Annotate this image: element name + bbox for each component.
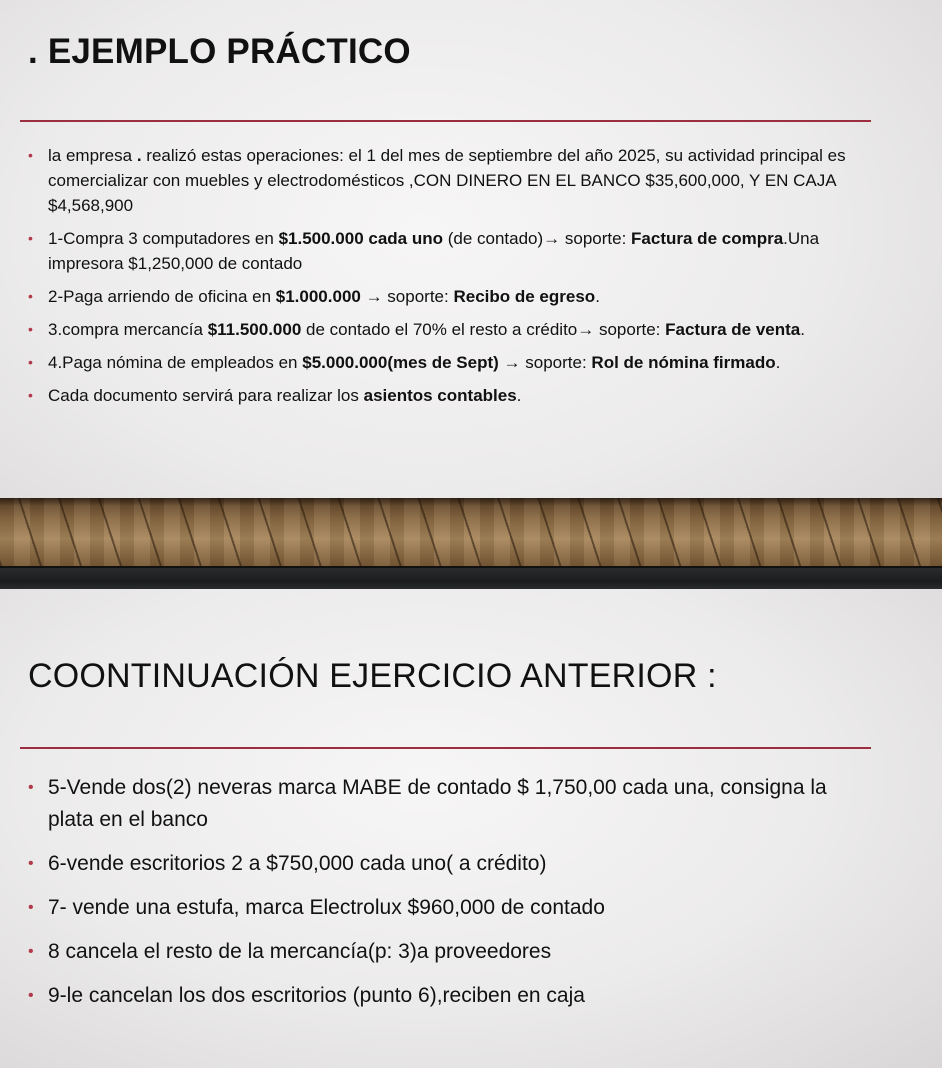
operations-list <box>28 772 860 1024</box>
bullet-icon: • <box>28 779 34 796</box>
bold-text: Rol de nómina firmado <box>591 353 776 372</box>
operations-list <box>28 143 848 416</box>
bullet-icon: • <box>28 855 34 872</box>
bullet-icon: • <box>28 899 34 916</box>
slide-separator <box>0 566 942 591</box>
slide-title: COONTINUACIÓN EJERCICIO ANTERIOR : <box>28 657 717 695</box>
bullet-icon: • <box>28 147 33 163</box>
bullet-icon: • <box>28 987 34 1004</box>
text: (de contado)→ soporte: <box>443 229 632 248</box>
slide-title: . EJEMPLO PRÁCTICO <box>28 32 411 71</box>
text: realizó estas operaciones: el 1 del mes de septiembre del año 2025, su actividad principal es comercializar con muebles y electrodomésticos ,CON DINERO EN EL BANCO $35,600,000, Y EN CAJA $4,568,900 <box>48 146 846 215</box>
list-item <box>28 848 860 880</box>
text: la empresa <box>48 146 137 165</box>
text: de contado el 70% el resto a crédito→ soporte: <box>301 320 666 339</box>
text: . <box>775 353 781 372</box>
text: Cada documento servirá para realizar los <box>48 386 364 405</box>
bold-text: $5.000.000(mes de Sept) <box>302 353 499 372</box>
bullet-icon: • <box>28 943 34 960</box>
text: 9-le cancelan los dos escritorios (punto 6),reciben en caja <box>48 984 585 1007</box>
list-item <box>28 892 860 924</box>
bullet-icon: • <box>28 387 33 403</box>
title-underline <box>20 120 871 122</box>
text: 4.Paga nómina de empleados en <box>48 353 303 372</box>
list-item <box>28 350 848 375</box>
text: . <box>800 320 805 339</box>
text: 3.compra mercancía <box>48 320 208 339</box>
text: 7- vende una estufa, marca Electrolux $960,000 de contado <box>48 896 605 919</box>
title-underline <box>20 747 871 749</box>
list-item <box>28 936 860 968</box>
list-item <box>28 226 848 276</box>
bold-text: Factura de compra <box>631 229 784 248</box>
bullet-icon: • <box>28 354 33 370</box>
list-item <box>28 772 860 836</box>
list-item <box>28 383 848 408</box>
text: 8 cancela el resto de la mercancía(p: 3)a proveedores <box>48 940 552 963</box>
bullet-icon: • <box>28 230 33 246</box>
bold-text: $1.000.000 <box>275 287 361 306</box>
text: . <box>595 287 600 306</box>
text: .Una impresora $1,250,000 de contado <box>48 229 820 273</box>
text: 2-Paga arriendo de oficina en <box>48 287 276 306</box>
list-item <box>28 143 848 218</box>
bold-text: Recibo de egreso <box>453 287 596 306</box>
text: → soporte: <box>360 287 454 306</box>
text: 5-Vende dos(2) neveras marca MABE de contado $ 1,750,00 cada una, consigna la plata en el banco <box>48 776 827 831</box>
wood-floor-decoration <box>0 498 942 566</box>
list-item <box>28 284 848 309</box>
bold-text: $1.500.000 cada uno <box>278 229 443 248</box>
text: → soporte: <box>498 353 592 372</box>
text: 6-vende escritorios 2 a $750,000 cada uno( a crédito) <box>48 852 547 875</box>
text: 1-Compra 3 computadores en <box>48 229 279 248</box>
list-item <box>28 980 860 1012</box>
bullet-icon: • <box>28 288 33 304</box>
text: . <box>516 386 522 405</box>
slide-continuacion <box>0 589 942 1068</box>
bold-text: Factura de venta <box>665 320 801 339</box>
bold-text: asientos contables <box>363 386 517 405</box>
bold-text: $11.500.000 <box>207 320 302 339</box>
list-item <box>28 317 848 342</box>
bold-text: . <box>136 146 142 165</box>
bullet-icon: • <box>28 321 33 337</box>
floor-shadow <box>0 498 942 506</box>
